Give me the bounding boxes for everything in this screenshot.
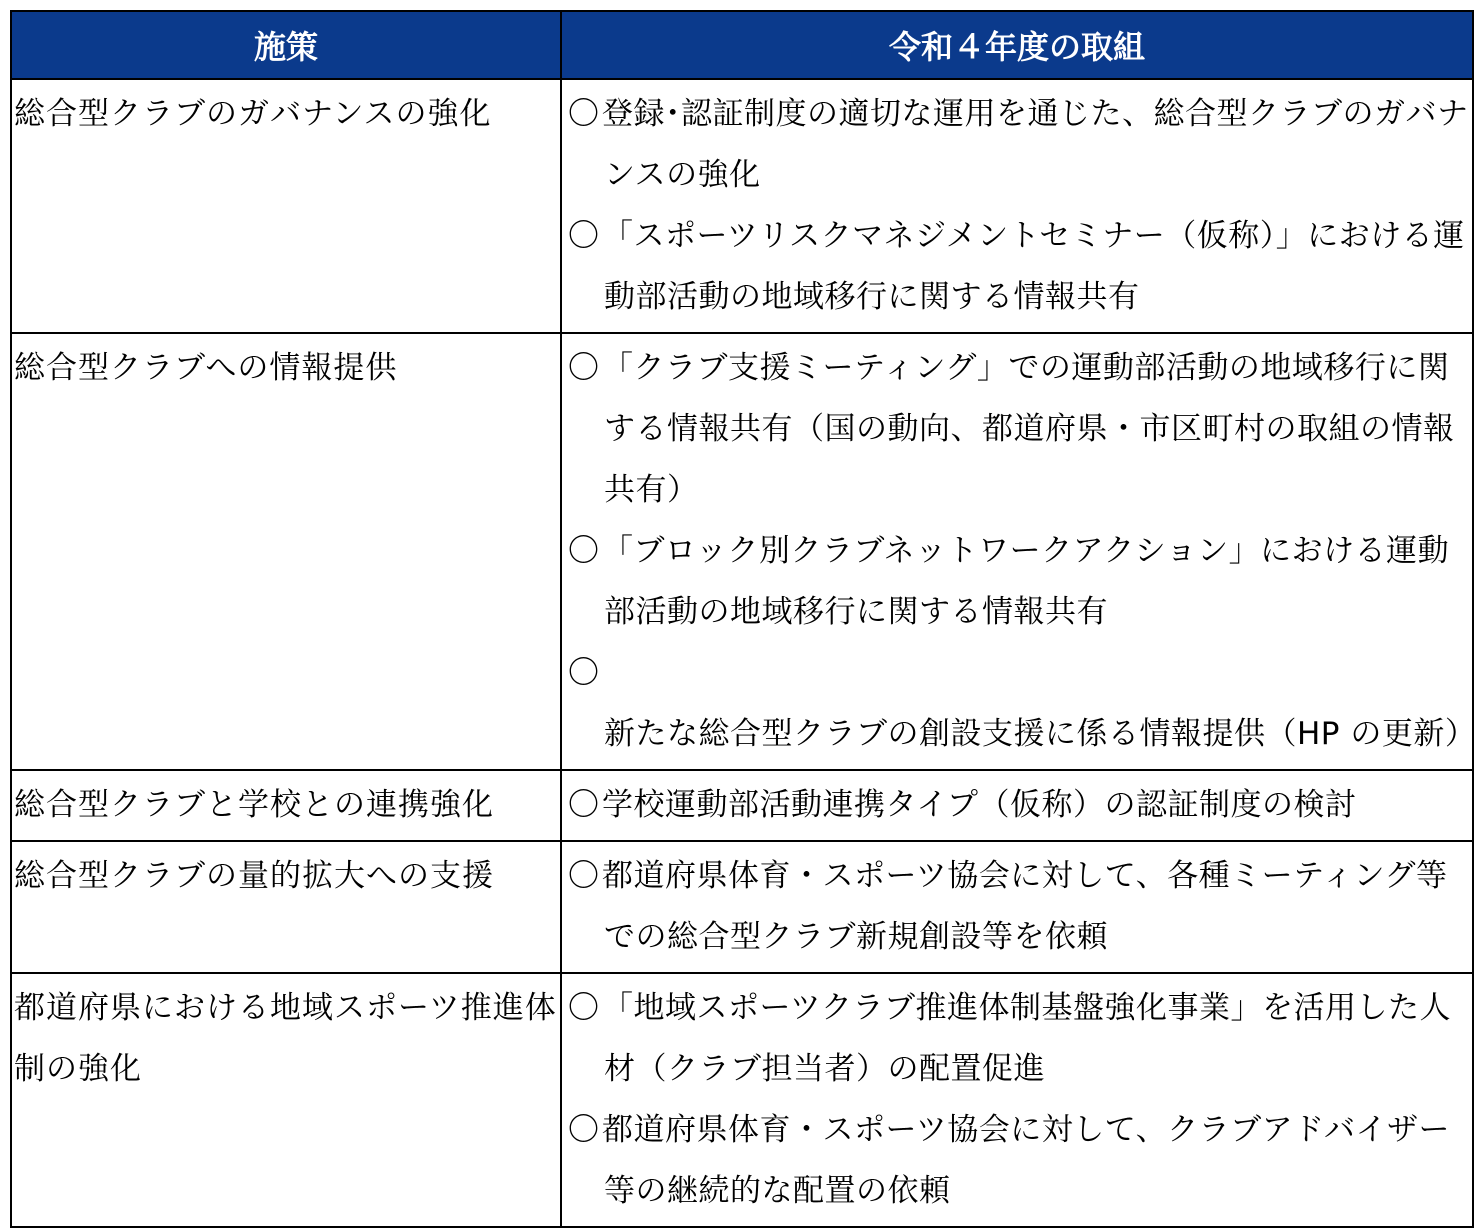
effort-text: 「クラブ支援ミーティング」での運動部活動の地域移行に関する情報共有（国の動向、都道府県・市区町村の取組の情報共有）	[602, 350, 1455, 508]
measure-cell	[11, 973, 561, 1227]
measure-cell	[11, 79, 561, 333]
circle-bullet-icon: 〇	[568, 990, 600, 1026]
effort-text: 「スポーツリスクマネジメントセミナー（仮称）」における運動部活動の地域移行に関する情報共有	[602, 218, 1465, 315]
effort-text: 学校運動部活動連携タイプ（仮称）の認証制度の検討	[602, 787, 1357, 823]
efforts-cell	[561, 79, 1473, 333]
list-item	[568, 775, 1470, 836]
effort-text: 新たな総合型クラブの創設支援に係る情報提供（HP の更新）	[604, 716, 1477, 752]
circle-bullet-icon: 〇	[568, 350, 600, 386]
header-efforts: 令和４年度の取組	[561, 11, 1473, 79]
effort-text: 「ブロック別クラブネットワークアクション」における運動部活動の地域移行に関する情報共有	[602, 533, 1450, 630]
effort-list	[562, 80, 1472, 332]
list-item	[568, 1100, 1470, 1222]
effort-list	[562, 974, 1472, 1226]
measure-cell	[11, 841, 561, 973]
table-row	[11, 841, 1473, 973]
efforts-cell	[561, 770, 1473, 841]
measures-table	[10, 10, 1477, 1228]
list-item	[568, 521, 1470, 643]
list-item	[568, 338, 1470, 521]
circle-bullet-icon: 〇	[568, 218, 600, 254]
efforts-cell	[561, 973, 1473, 1227]
effort-text: 「地域スポーツクラブ推進体制基盤強化事業」を活用した人材（クラブ担当者）の配置促進	[602, 990, 1451, 1087]
header-measures: 施策	[11, 11, 561, 79]
list-item	[568, 978, 1470, 1100]
circle-bullet-icon: 〇	[568, 655, 600, 691]
list-item	[568, 206, 1470, 328]
effort-list	[562, 334, 1477, 769]
measure-text: 総合型クラブと学校との連携強化	[14, 787, 494, 823]
list-item	[568, 846, 1470, 968]
effort-list	[562, 842, 1472, 972]
table-row	[11, 79, 1473, 333]
efforts-cell	[561, 333, 1477, 770]
effort-text: 都道府県体育・スポーツ協会に対して、クラブアドバイザー等の継続的な配置の依頼	[602, 1112, 1451, 1209]
efforts-cell	[561, 841, 1473, 973]
header-row	[11, 11, 1473, 79]
circle-bullet-icon: 〇	[568, 787, 600, 823]
table-body	[11, 79, 1477, 1227]
measure-text: 総合型クラブの量的拡大への支援	[14, 858, 494, 894]
circle-bullet-icon: 〇	[568, 96, 600, 132]
measure-text: 都道府県における地域スポーツ推進体制の強化	[14, 990, 557, 1087]
measure-cell	[11, 770, 561, 841]
table-row	[11, 333, 1473, 770]
list-item	[568, 643, 1477, 765]
effort-list	[562, 771, 1472, 840]
circle-bullet-icon: 〇	[568, 858, 600, 894]
table-row	[11, 973, 1473, 1227]
circle-bullet-icon: 〇	[568, 533, 600, 569]
effort-text: 登録･認証制度の適切な運用を通じた、総合型クラブのガバナンスの強化	[602, 96, 1469, 193]
table-row	[11, 770, 1473, 841]
list-item	[568, 84, 1470, 206]
measure-text: 総合型クラブへの情報提供	[14, 350, 398, 386]
circle-bullet-icon: 〇	[568, 1112, 600, 1148]
effort-text: 都道府県体育・スポーツ協会に対して、各種ミーティング等での総合型クラブ新規創設等を依頼	[602, 858, 1448, 955]
measure-cell	[11, 333, 561, 770]
measure-text: 総合型クラブのガバナンスの強化	[14, 96, 492, 132]
